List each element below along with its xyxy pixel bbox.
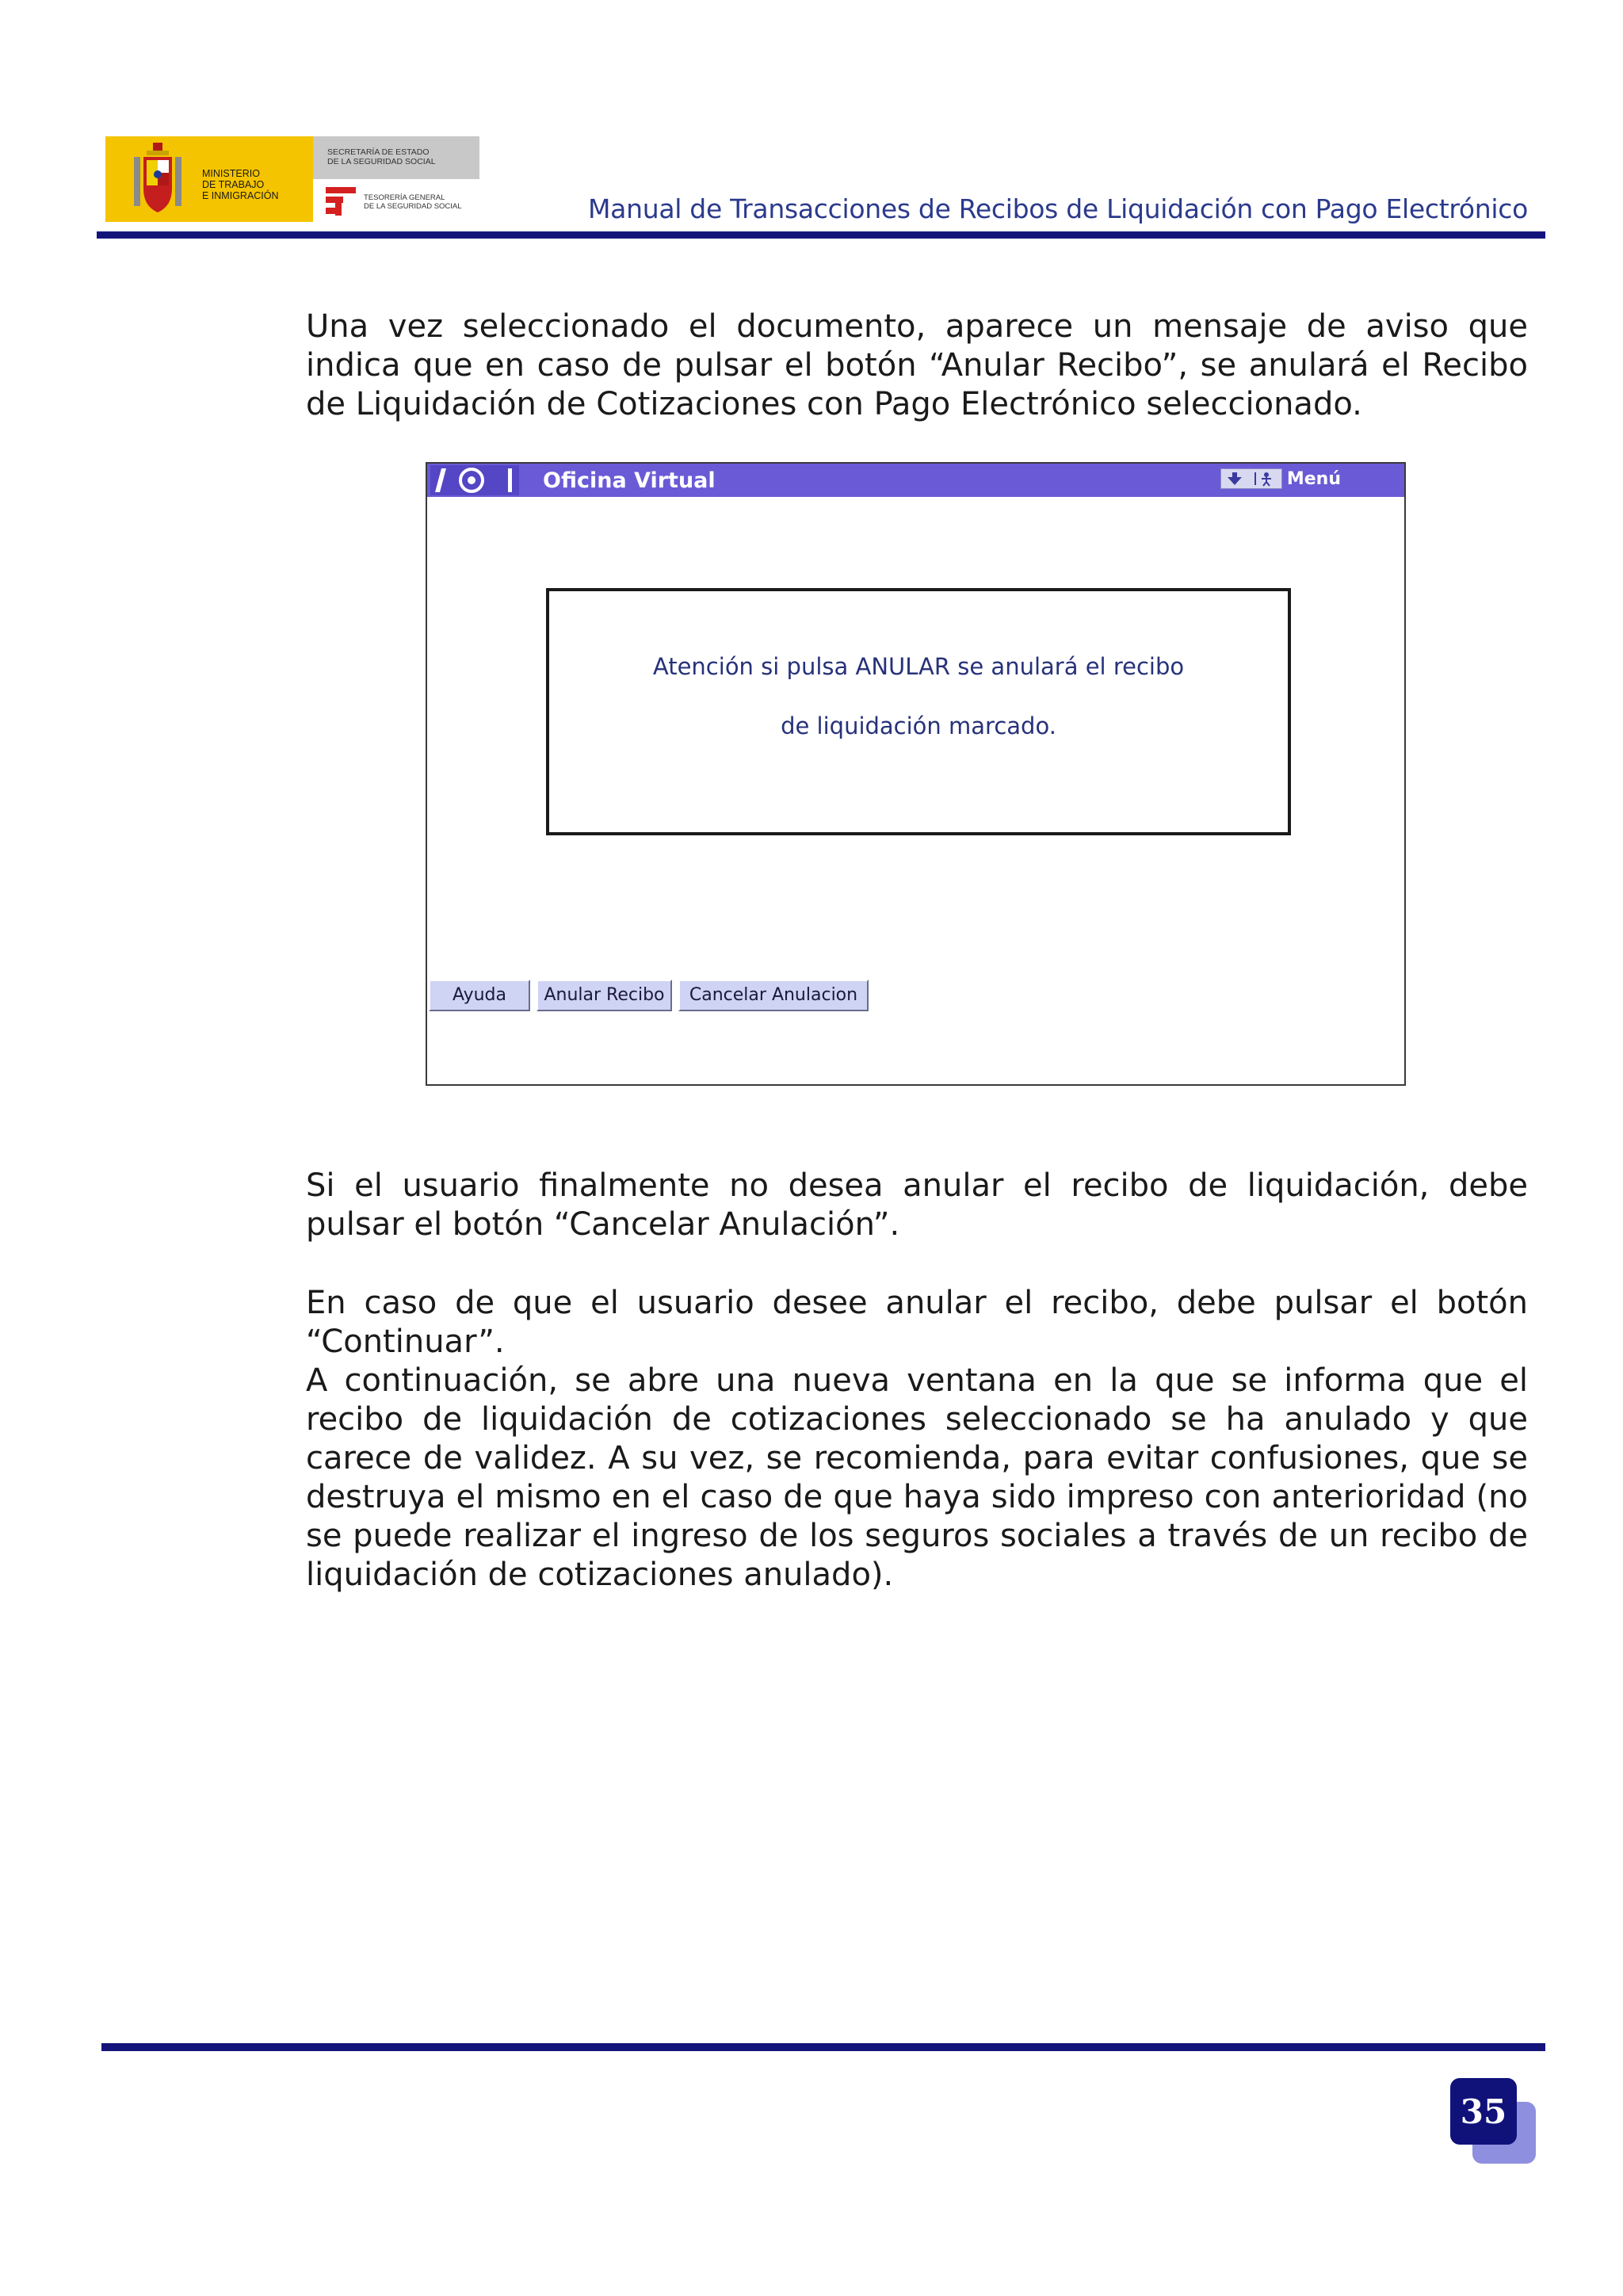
menu-control[interactable] <box>1220 467 1341 491</box>
cancel-annulment-button[interactable]: Cancelar Anulacion <box>678 980 869 1011</box>
ministerio-logo <box>105 136 313 222</box>
coat-of-arms-icon <box>129 141 186 217</box>
oficina-virtual-window <box>426 462 1406 1086</box>
download-arrow-icon <box>1226 472 1243 486</box>
tesoreria-text: TESORERÍA GENERAL DE LA SEGURIDAD SOCIAL <box>364 193 462 211</box>
tesoreria-mark-icon <box>324 184 357 217</box>
menu-label[interactable]: Menú <box>1286 468 1341 489</box>
accessibility-icon <box>1254 471 1276 487</box>
warning-message-line-2: de liquidación marcado. <box>781 712 1056 739</box>
ministerio-text: MINISTERIO DE TRABAJO E INMIGRACIÓN <box>202 168 279 201</box>
window-title: Oficina Virtual <box>543 468 716 493</box>
cancel-receipt-button[interactable]: Anular Recibo <box>537 980 672 1011</box>
help-button[interactable]: Ayuda <box>429 980 530 1011</box>
menu-icon-group[interactable] <box>1220 468 1282 489</box>
footer-divider <box>101 2043 1545 2051</box>
document-title: Manual de Transacciones de Recibos de Liquidación con Pago Electrónico <box>588 193 1528 224</box>
paragraph-cancel-option: Si el usuario finalmente no desea anular el recibo de liquidación, debe pulsar el botón “Cancelar Anulación”. <box>306 1167 1528 1243</box>
warning-message-line-1: Atención si pulsa ANULAR se anulará el recibo <box>652 653 1185 680</box>
paragraph-intro: Una vez seleccionado el documento, aparece un mensaje de aviso que indica que en caso de pulsar el botón “Anular Recibo”, se anulará el Recibo de Liquidación de Cotizaciones con Pago Electrónico seleccionado. <box>306 308 1528 422</box>
tesoreria-logo <box>313 179 479 222</box>
window-titlebar <box>427 464 1404 497</box>
paragraph-result: A continuación, se abre una nueva ventana en la que se informa que el recibo de liquidación de cotizaciones seleccionado se ha anulado y que carece de validez. A su vez, se recomienda, para evitar confusiones, que se destruya el mismo en el caso de que haya sido impreso con anterioridad (no se puede realizar el ingreso de los seguros sociales a través de un recibo de liquidación de cotizaciones anulado). <box>306 1362 1528 1593</box>
header-divider <box>97 231 1545 239</box>
oficina-virtual-logo-icon <box>430 465 519 495</box>
paragraph-continue-option: En caso de que el usuario desee anular el recibo, debe pulsar el botón “Continuar”. <box>306 1285 1528 1360</box>
warning-message-box <box>546 588 1291 835</box>
secretaria-text: SECRETARÍA DE ESTADO DE LA SEGURIDAD SOCIAL <box>327 147 436 166</box>
page-number: 35 <box>1450 2078 1517 2145</box>
secretaria-logo <box>313 136 479 179</box>
